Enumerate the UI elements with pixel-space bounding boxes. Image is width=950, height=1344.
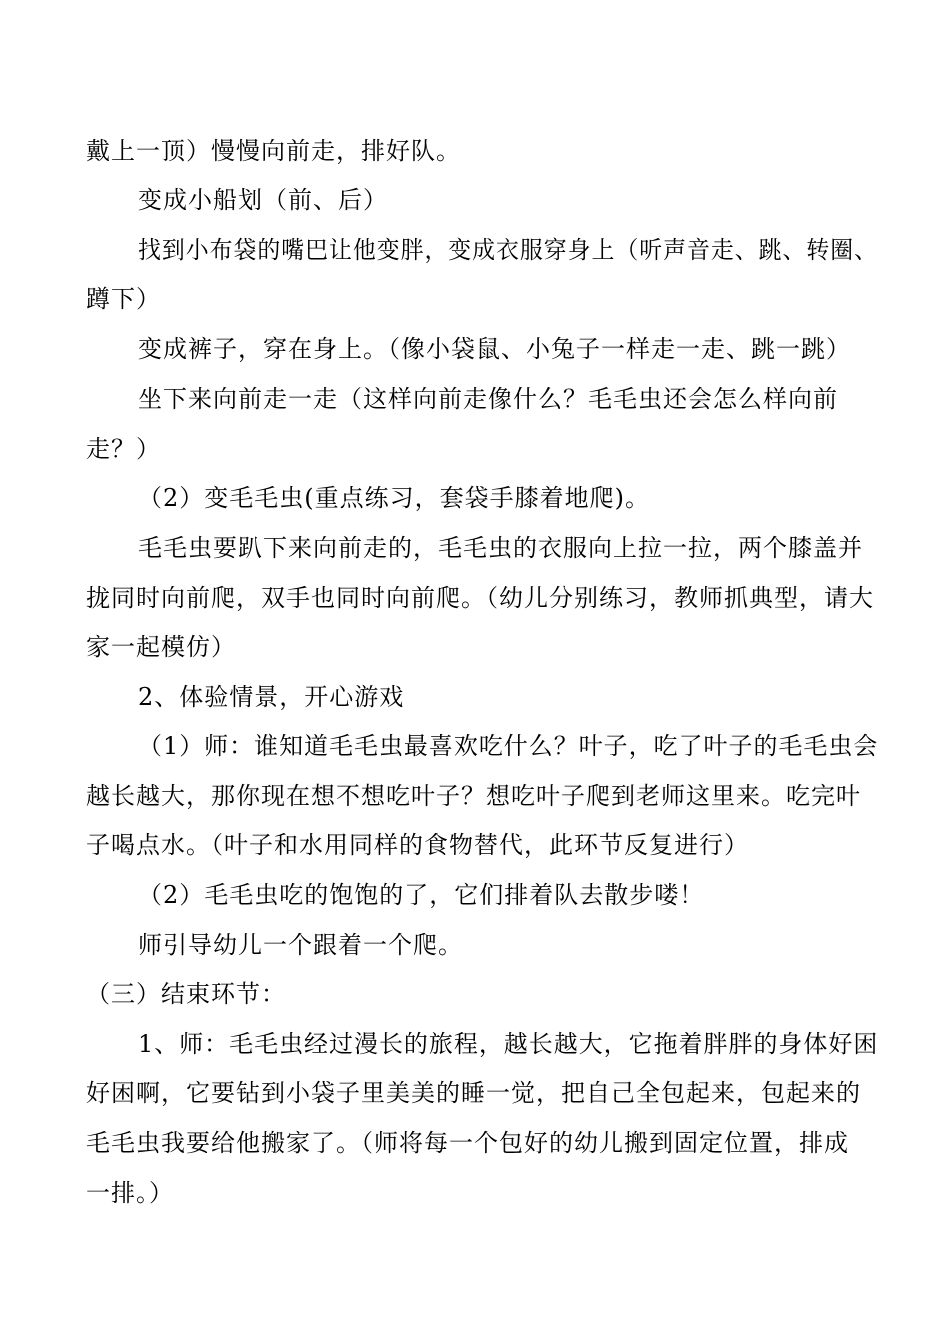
text-line: 一排。） bbox=[86, 1179, 174, 1207]
text-line: （1）师：谁知道毛毛虫最喜欢吃什么？叶子，吃了叶子的毛毛虫会 bbox=[138, 732, 879, 760]
text-line: 走？） bbox=[86, 435, 161, 463]
text-line: 师引导幼儿一个跟着一个爬。 bbox=[138, 931, 463, 959]
text-line: 1、师：毛毛虫经过漫长的旅程，越长越大，它拖着胖胖的身体好困 bbox=[138, 1030, 879, 1058]
text-line: 好困啊，它要钻到小袋子里美美的睡一觉，把自己全包起来，包起来的 bbox=[86, 1079, 861, 1107]
text-line: 变成裤子，穿在身上。（像小袋鼠、小兔子一样走一走、跳一跳） bbox=[138, 335, 851, 363]
text-line: 坐下来向前走一走（这样向前走像什么？毛毛虫还会怎么样向前 bbox=[138, 385, 838, 413]
text-line: （2）毛毛虫吃的饱饱的了，它们排着队去散步喽！ bbox=[138, 881, 705, 909]
text-line: 毛毛虫要趴下来向前走的，毛毛虫的衣服向上拉一拉，两个膝盖并 bbox=[138, 534, 863, 562]
text-line: 2、体验情景，开心游戏 bbox=[138, 683, 405, 711]
text-line: 戴上一顶）慢慢向前走，排好队。 bbox=[86, 137, 461, 165]
text-line: 找到小布袋的嘴巴让他变胖，变成衣服穿身上（听声音走、跳、转圈、 bbox=[138, 236, 878, 264]
text-line: 越长越大，那你现在想不想吃叶子？想吃叶子爬到老师这里来。吃完叶 bbox=[86, 782, 861, 810]
text-line: 家一起模仿） bbox=[86, 633, 236, 661]
text-line: 拢同时向前爬，双手也同时向前爬。（幼儿分别练习，教师抓典型，请大 bbox=[86, 584, 874, 612]
text-line: （2）变毛毛虫(重点练习，套袋手膝着地爬)。 bbox=[138, 484, 650, 512]
text-line: 蹲下） bbox=[86, 285, 161, 313]
text-line: 变成小船划（前、后） bbox=[138, 186, 388, 214]
text-line: 毛毛虫我要给他搬家了。（师将每一个包好的幼儿搬到固定位置，排成 bbox=[86, 1129, 849, 1157]
text-line: 子喝点水。（叶子和水用同样的食物替代，此环节反复进行） bbox=[86, 831, 749, 859]
text-line: （三）结束环节： bbox=[86, 980, 286, 1008]
